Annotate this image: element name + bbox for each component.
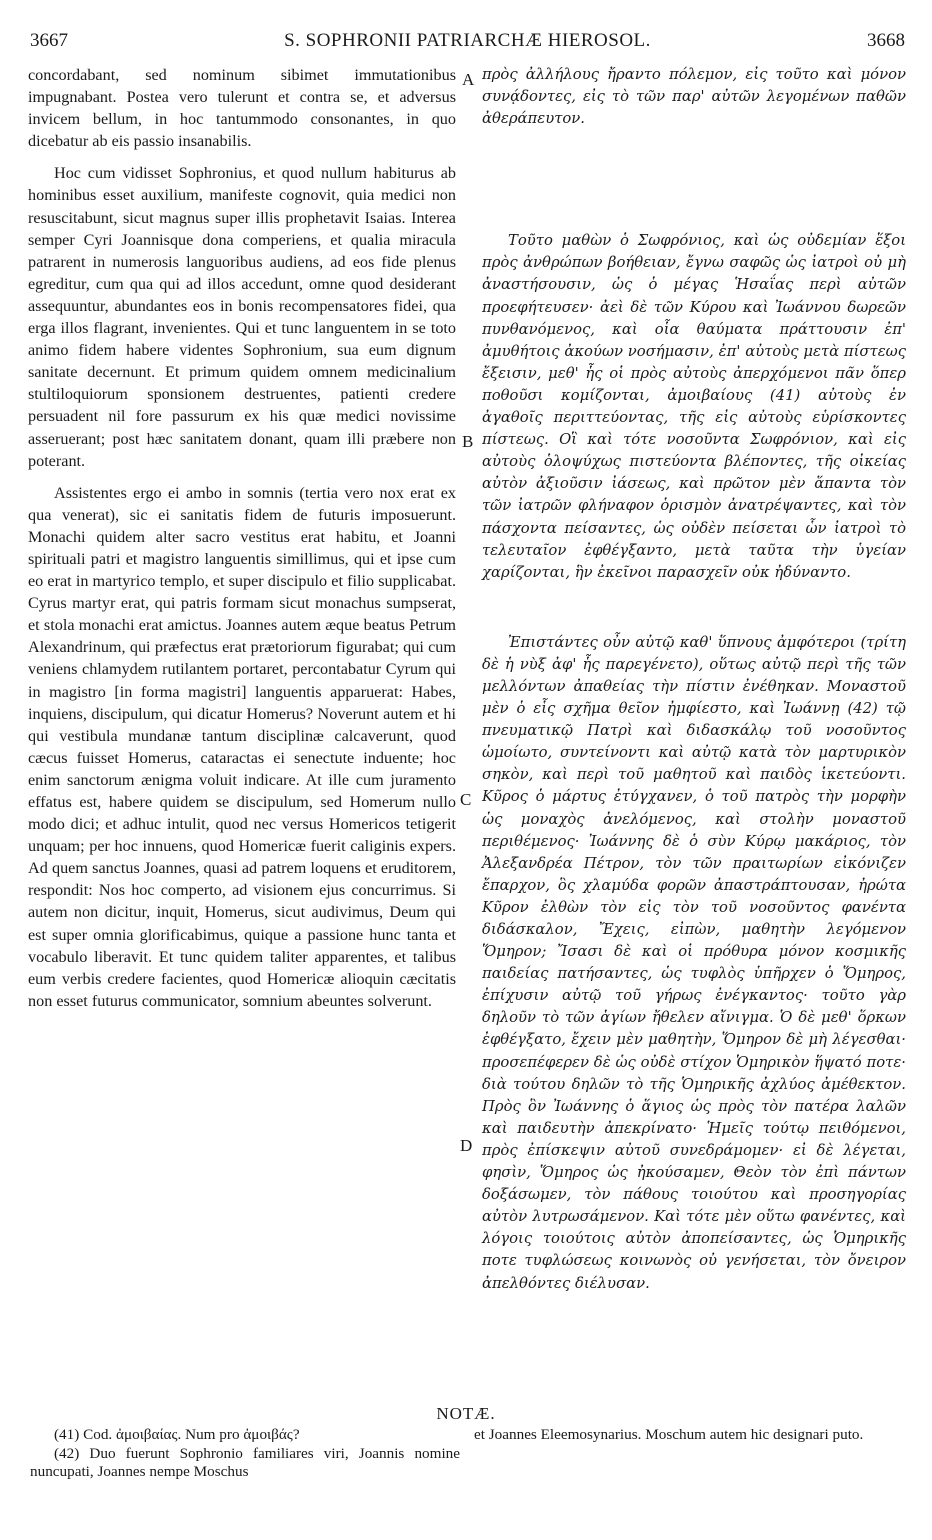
page-number-right: 3668 — [867, 30, 905, 51]
notes-left-column — [30, 1426, 460, 1482]
footnote-42-continued: et Joannes Eleemosynarius. Moschum autem hic designari puto. — [474, 1426, 864, 1443]
page-header — [30, 30, 905, 60]
section-marker-a: A — [462, 70, 475, 89]
section-marker-d: D — [460, 1136, 473, 1155]
greek-column — [482, 64, 906, 1295]
greek-paragraph: πρὸς ἀλλήλους ἤραντο πόλεμον, εἰς τοῦτο καὶ μόνον συνᾴδοντες, εἰς τὸ τῶν παρ' αὐτῶν λεγομένων παθῶν ἀθεράπευτον. — [482, 66, 906, 128]
footnote-41: (41) Cod. ἀμοιβαίας. Num pro ἀμοιβάς? — [54, 1426, 300, 1443]
notes-heading: NOTÆ. — [436, 1404, 496, 1423]
footnote-42: (42) Duo fuerunt Sophronio familiares viri, Joannis nomine nuncupati, Joannes nempe Moschus — [30, 1444, 460, 1480]
running-title: S. SOPHRONII PATRIARCHÆ HIEROSOL. — [284, 30, 651, 51]
section-marker-b: B — [462, 432, 474, 451]
latin-paragraph: Assistentes ergo ei ambo in somnis (tertia vero nox erat ex qua venerat), sic ei sanitatis fidem de futuris imposuerunt. Monachi quidem alter sacro vestitus erat habitu, et Joanni spirituali patri et magistro languentis simillimus, qui et ipse cum eo erat in martyrico templo, et super discipulo et filio supplicabat. Cyrus martyr erat, qui patris formam sicut monachus sumpserat, et stola monachi erat amictus. Joannes autem æque beatus Petrum Alexandrinum, qui præfectus erat prætoriorum figurabat; qui cum veniens chlamydem rutilantem portaret, percontabatur Cyrum qui in magistro [in forma magistri] languentis apparuerat: Habes, inquiens, discipulum, qui dicatur Homerus? Noverunt autem et hi qui vestibula mundanæ tantum disciplinæ calcaverunt, quod cæcus fuisset Homerus, cataractas ei senectute induente; hoc enim sanctorum ænigma voluit indicare. At ille cum juramento effatus est, habere quidem se discipulum, sed Homerum nullo modo dici; et adhuc intulit, quod nec versus Homericos tetigerit unquam; per hoc innuens, quod Homericæ fuerit caliginis expers. Ad quem sanctus Joannes, quasi ad patrem loquens et eruditorem, respondit: Nos hoc comperto, ad visionem ejus concurrimus. Si autem non dicitur, inquit, Homerus, sicut audivimus, Deum qui est super omnia glorificabimus, quique a passione hunc tanta et vocabulo liberavit. Et tunc quidem taliter apparentes, et talibus eum verbis credere facientes, quod Homericæ alioquin cæcitatis non esset futurus communicator, somnium abeuntes solverunt. — [28, 483, 456, 1010]
greek-paragraph: Ἐπιστάντες οὖν αὐτῷ καθ' ὕπνους ἀμφότεροι (τρίτη δὲ ἡ νὺξ ἀφ' ἧς παρεγένετο), οὕτως αὐτῷ περὶ τῆς τῶν μελλόντων ἀπαθείας τὴν πίστιν ἐνέθηκαν. Μοναστοῦ μὲν ὁ εἷς σχῆμα θεῖον ἠμφίεστο, καὶ Ἰωάννῃ (42) τῷ πνευματικῷ Πατρὶ καὶ διδασκάλῳ τοῦ νοσοῦντος ὡμοίωτο, συντείνοντι καὶ αὐτῷ κατὰ τὸν μαρτυρικὸν σηκὸν, καὶ περὶ τοῦ μαθητοῦ καὶ παιδὸς ἱκετεύοντι. Κῦρος ὁ μάρτυς ἐτύγχανεν, ὁ τοῦ πατρὸς τὴν μορφὴν ὡς μοναχὸς ἀνελόμενος, καὶ στολὴν μοναστοῦ περιθέμενος· Ἰωάννης δὲ ὁ σὺν Κύρῳ μακάριος, τὸν Ἀλεξανδρέα Πέτρον, τὸν τῶν πραιτωρίων εἰκόνιζεν ἔπαρχον, ὃς χλαμύδα φορῶν ἀπαστράπτουσαν, ἠρώτα Κῦρον ἐλθὼν τὸν εἰς τὸν τοῦ νοσοῦντος φανέντα διδάσκαλον, Ἔχεις, εἰπὼν, μαθητὴν λεγόμενον Ὅμηρον; Ἴσασι δὲ καὶ οἱ πρόθυρα μόνον κοσμικῆς παιδείας πατήσαντες, ὡς τυφλὸς ὑπῆρχεν ὁ Ὅμηρος, ἐπίχυσιν αὐτῷ τοῦ γήρως ἐνέγκαντος· τοῦτο γὰρ δηλοῦν τὸ τῶν ἁγίων ἤθελεν αἴνιγμα. Ὁ δὲ μεθ' ὅρκων ἐφθέγξατο, ἔχειν μὲν μαθητὴν, Ὅμηρον δὲ μὴ λέγεσθαι· προσεπέφερεν δὲ ὡς οὐδὲ στίχον Ὁμηρικὸν ἥψατό ποτε· διὰ τούτου δηλῶν τὸ τῆς Ὁμηρικῆς ἀχλύος ἀμέθεκτον. Πρὸς ὃν Ἰωάννης ὁ ἅγιος ὡς πρὸς τὸν πατέρα λαλῶν καὶ παιδευτὴν ἀπεκρίνατο· Ἡμεῖς τούτῳ πειθόμενοι, πρὸς ἐπίσκεψιν αὐτοῦ συνεδράμομεν· εἰ δὲ λέγεται, φησὶν, Ὅμηρος ὡς ἠκούσαμεν, Θεὸν τὸν ἐπὶ πάντων δοξάσωμεν, τὸν πάθους τοιούτου καὶ προσηγορίας αὐτὸν λυτρωσάμενον. Καὶ τότε μὲν οὕτω φανέντες, καὶ λόγοις τοιούτοις αὐτὸν ἀποπείσαντες, ὡς Ὁμηρικῆς ποτε τυφλώσεως κοινωνὸς οὐ γενήσεται, τὸν ὄνειρον ἀπελθόντες διέλυσαν. — [482, 633, 906, 1292]
latin-paragraph: Hoc cum vidisset Sophronius, et quod nullum habiturus ab hominibus esset auxilium, manifeste cognovit, quia medici non resuscitabunt, sicut magnus super illis prophetavit Isaias. Interea semper Cyri Joannisque dona comperiens, et qualia miracula patrarent in numerosis languoribus audiens, ad eos fide plenus egreditur, cum qua qui ad illos accedunt, omne quod desiderant assequuntur, abundantes eos in bonis recompensatores fidei, qua erga illos flagrant, invenientes. Qui et tunc languentem in se toto animo fidem habere videntes Sophronium, sua eum dignum sanitate decernunt. Et primum quidem omnem medicinalium stultiloquiorum sponsionem destruentes, patienti credere persuadent nil fore passurum ex his quæ medici novissime asseruerant; post hæc sanitatem donant, quam illi præbere non poterant. — [28, 164, 456, 470]
latin-column — [28, 64, 456, 1012]
page-number-left: 3667 — [30, 30, 68, 51]
greek-paragraph: Τοῦτο μαθὼν ὁ Σωφρόνιος, καὶ ὡς οὐδεμίαν ἕξοι πρὸς ἀνθρώπων βοήθειαν, ἔγνω σαφῶς ὡς ἰατροὶ οὐ μὴ ἀναστήσουσιν, ὡς ὁ μέγας Ἡσαΐας περὶ αὐτῶν προεφήτευσεν· ἀεὶ δὲ τῶν Κύρου καὶ Ἰωάννου δωρεῶν πυνθανόμενος, καὶ οἷα θαύματα πράττουσιν ἐπ' ἀμυθήτοις ἀκούων νοσήμασιν, ἐπ' αὐτοὺς μετὰ πίστεως ἔξεισιν, μεθ' ἧς οἱ πρὸς αὐτοὺς ἀπερχόμενοι πᾶν ὅπερ ποθοῦσι κομίζονται, ἀμοιβαίους (41) αὐτοὺς ἐν ἀγαθοῖς περιττεύοντας, τῆς εἰς αὐτοὺς εὑρίσκοντες πίστεως. Οἳ καὶ τότε νοσοῦντα Σωφρόνιον, καὶ εἰς αὐτοὺς ὁλοψύχως πιστεύοντα βλέποντες, τῆς οἰκείας αὐτὸν ἀξιοῦσιν ἰάσεως, καὶ πρῶτον μὲν ἅπαντα τὸν τῶν ἰατρῶν φλήναφον ὁρισμὸν ἀνατρέψαντες, καὶ τὸν πάσχοντα πείσαντες, ὡς οὐδὲν πείσεται ὧν ἰατροὶ τὸ τελευταῖον ἐφθέγξαντο, μετὰ ταῦτα τὴν ὑγείαν χαρίζονται, ἣν ἐκεῖνοι παρασχεῖν οὐκ ἠδύναντο. — [482, 232, 906, 581]
notes-right-column — [474, 1426, 906, 1445]
latin-paragraph: concordabant, sed nominum sibimet immutationibus impugnabant. Postea vero tulerunt et contra se, et adversus invicem bellum, in hoc tantummodo consonantes, in quo dicebatur ab eis passio insanabilis. — [28, 66, 456, 151]
section-marker-c: C — [460, 790, 472, 809]
